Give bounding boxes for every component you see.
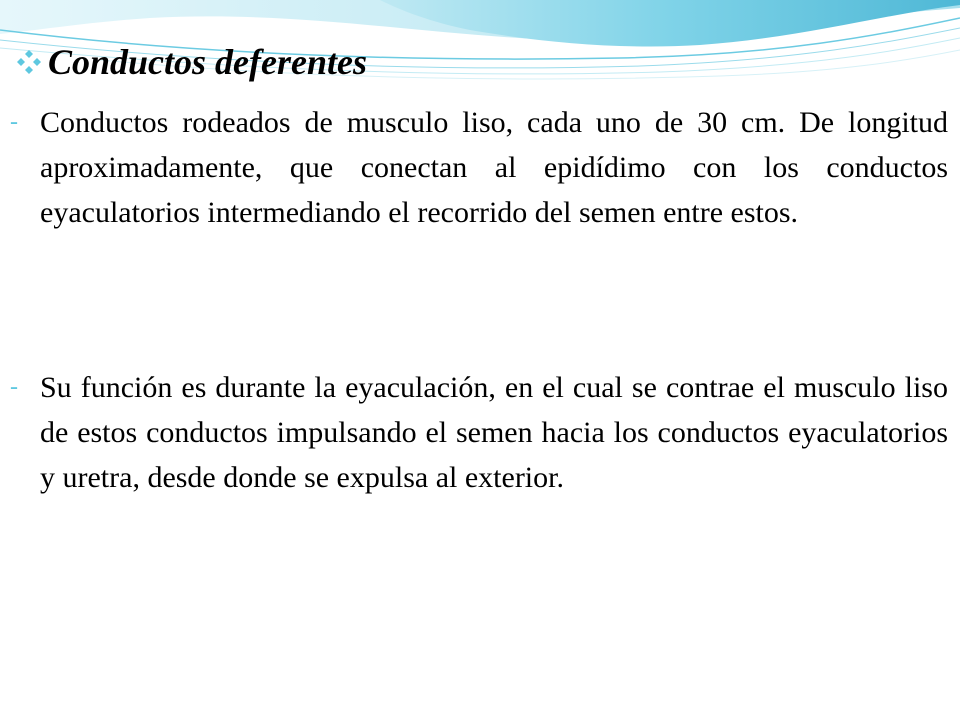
bullet-text: Su función es durante la eyaculación, en el cual se contrae el musculo liso de estos conductos impulsando el semen hacia los conductos eyaculatorios y uretra, desde donde se expulsa al exterior. (40, 371, 948, 494)
bullet-list (8, 100, 948, 500)
dash-bullet-icon: - (10, 374, 18, 400)
four-diamond-bullet-icon (16, 49, 42, 75)
bullet-text: Conductos rodeados de musculo liso, cada uno de 30 cm. De longitud aproximadamente, que conectan al epidídimo con los conductos eyaculatorios intermediando el recorrido del semen entre estos. (40, 106, 948, 229)
slide-title: Conductos deferentes (48, 42, 367, 82)
title-row (16, 38, 367, 86)
bullet-item (8, 365, 948, 500)
bullet-item (8, 100, 948, 235)
dash-bullet-icon: - (10, 109, 18, 135)
